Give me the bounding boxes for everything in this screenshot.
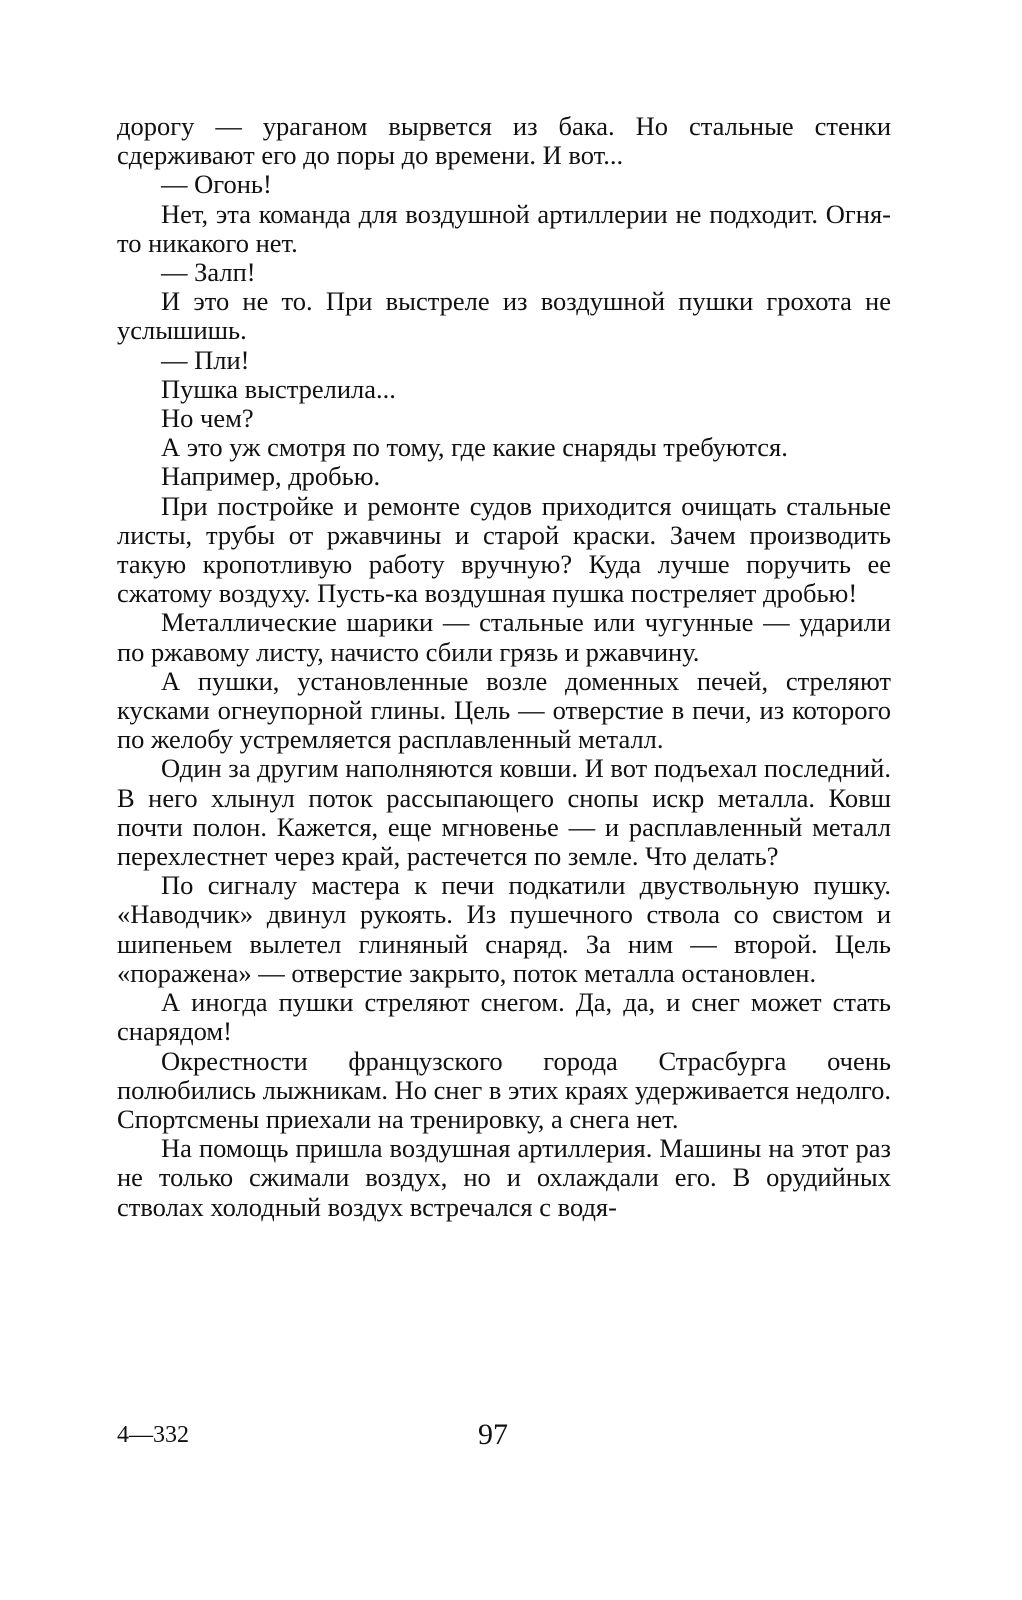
paragraph: дорогу — ураганом вырвется из бака. Но стальные стенки сдерживают его до поры до времени. И вот... [117,111,891,171]
paragraph: По сигналу мастера к печи подкатили двуствольную пушку. «Наводчик» двинул рукоять. Из пушечного ствола со свистом и шипеньем вылетел глиняный снаряд. За ним — второй. Цель «поражена» — отверстие закрыто, поток металла остановлен. [117,870,891,988]
page-number: 97 [478,1418,508,1451]
paragraph: Окрестности французского города Страсбурга очень полюбились лыжникам. Но снег в этих краях удерживается недолго. Спортсмены приехали на тренировку, а снега нет. [117,1045,891,1134]
paragraph: Но чем? [161,403,254,434]
paragraph: На помощь пришла воздушная артиллерия. Машины на этот раз не только сжимали воздух, но и охлаждали его. В орудийных стволах холодный воздух встречался с водя- [117,1133,891,1222]
paragraph: Нет, эта команда для воздушной артиллерии не подходит. Огня-то никакого нет. [117,198,891,258]
paragraph: — Огонь! [161,169,272,200]
printer-signature: 4—332 [117,1422,189,1448]
paragraph: — Залп! [161,257,256,288]
body-text [117,112,891,1222]
paragraph: Один за другим наполняются ковши. И вот подъехал последний. В него хлынул поток рассыпающего снопы искр металла. Ковш почти полон. Кажется, еще мгновенье — и расплавленный металл перехлестнет через край, растечется по земле. Что делать? [117,753,891,872]
paragraph: Например, дробью. [161,461,381,492]
paragraph: И это не то. При выстреле из воздушной пушки грохота не услышишь. [117,286,891,346]
paragraph: А это уж смотря по тому, где какие снаряды требуются. [161,432,788,463]
paragraph: Пушка выстрелила... [161,373,396,404]
paragraph: При постройке и ремонте судов приходится очищать стальные листы, трубы от ржавчины и старой краски. Зачем производить такую кропотливую работу вручную? Куда лучше поручить ее сжатому воздуху. Пусть-ка воздушная пушка постреляет дробью! [117,490,891,609]
paragraph: А пушки, установленные возле доменных печей, стреляют кусками огнеупорной глины. Цель — отверстие в печи, из которого по желобу устремляется расплавленный металл. [117,665,891,755]
paragraph: А иногда пушки стреляют снегом. Да, да, и снег может стать снарядом! [117,987,891,1047]
paragraph: — Пли! [161,344,250,375]
paragraph: Металлические шарики — стальные или чугунные — ударили по ржавому листу, начисто сбили грязь и ржавчину. [117,607,891,667]
page-footer [0,1418,1022,1458]
